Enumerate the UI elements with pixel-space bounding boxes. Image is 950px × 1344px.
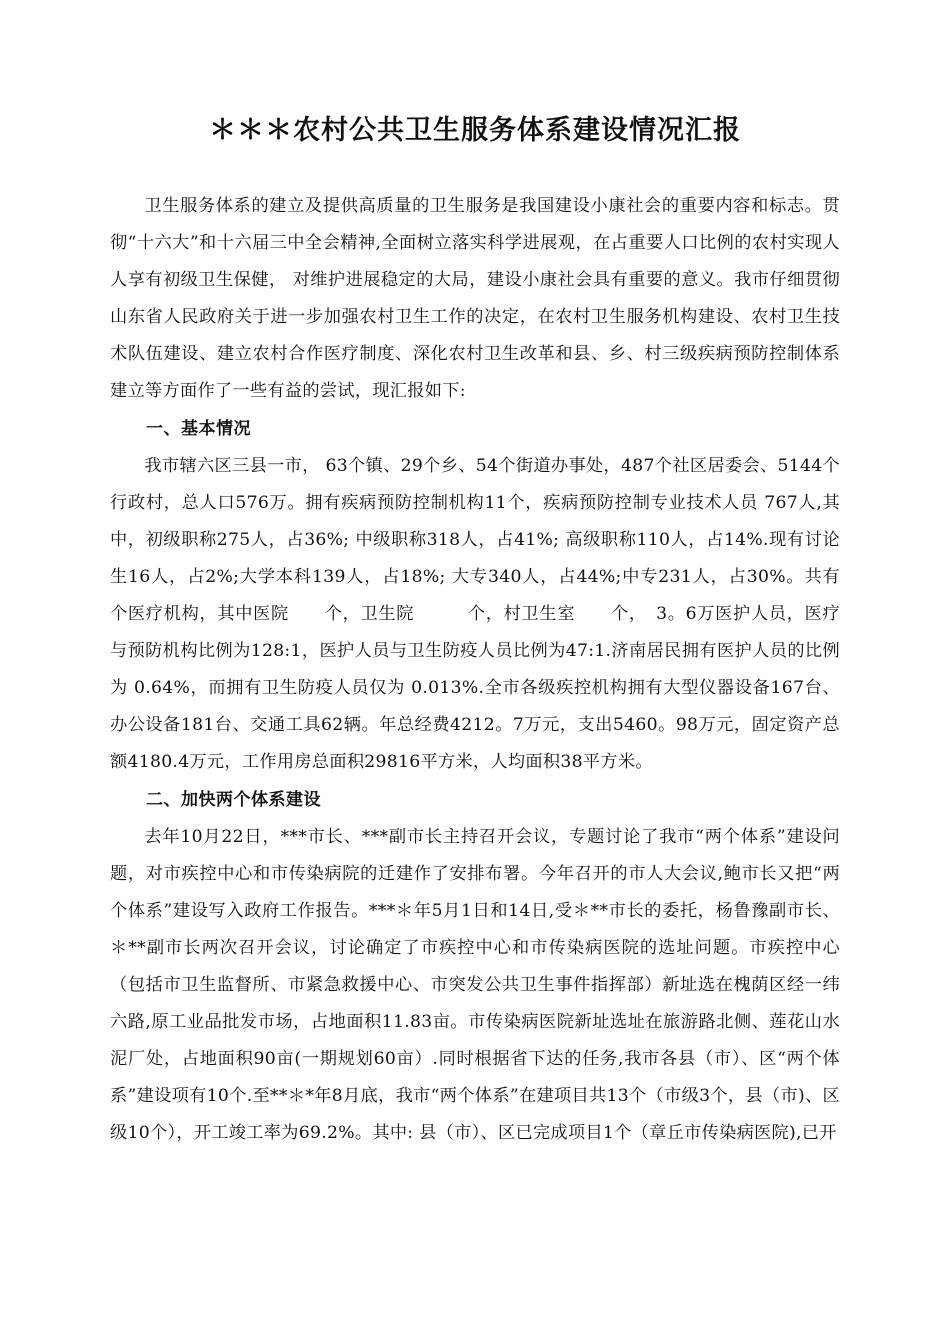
section-heading-two-systems: 二、加快两个体系建设 [146, 789, 321, 810]
document-title: ＊＊＊农村公共卫生服务体系建设情况汇报 [209, 115, 741, 146]
section-body-basic-situation: 我市辖六区三县一市， 63个镇、29个乡、54个街道办事处，487个社区居委会、5144个行政村，总人口576万。拥有疾病预防控制机构11个，疾病预防控制专业技术人员 767人,其中，初级职称275人，占36%; 中级职称318人，占41%; 高级职称110人，占14%.现有讨论生16人，占2%;大学本科139人，占18%; 大专340人，占44%;中专231人，占30%。共有 个医疗机构，其中医院 个，卫生院 个，村卫生室 个， 3。6万医护人员，医疗与预防机构比例为128:1，医护人员与卫生防疫人员比例为47:1.济南居民拥有医护人员的比例为 0.64%，而拥有卫生防疫人员仅为 0.013%.全市各级疾控机构拥有大型仪器设备167台、办公设备181台、交通工具62辆。年总经费4212。7万元，支出5460。98万元，固定资产总额4180.4万元，工作用房总面积29816平方米，人均面积38平方米。 [110, 455, 875, 773]
intro-paragraph: 卫生服务体系的建立及提供高质量的卫生服务是我国建设小康社会的重要内容和标志。贯彻“十六大”和十六届三中全会精神,全面树立落实科学进展观，在占重要人口比例的农村实现人人享有初级卫生保健， 对维护进展稳定的大局，建设小康社会具有重要的意义。我市仔细贯彻山东省人民政府关于进一步加强农村卫生工作的决定，在农村卫生服务机构建设、农村卫生技术队伍建设、建立农村合作医疗制度、深化农村卫生改革和县、乡、村三级疾病预防控制体系建立等方面作了一些有益的尝试，现汇报如下: [110, 196, 840, 402]
section-body-two-systems: 去年10月22日，***市长、***副市长主持召开会议，专题讨论了我市“两个体系”建设问题，对市疾控中心和市传染病院的迁建作了安排布署。今年召开的市人大会议,鲍市长又把“两个体系”建设写入政府工作报告。***＊年5月1日和14日,受＊**市长的委托，杨鲁豫副市长、＊**副市长两次召开会议，讨论确定了市疾控中心和市传染病医院的选址问题。市疾控中心（包括市卫生监督所、市紧急救援中心、市突发公共卫生事件指挥部）新址选在槐荫区经一纬六路,原工业品批发市场，占地面积11.83亩。市传染病医院新址选址在旅游路北侧、莲花山水泥厂处，占地面积90亩(一期规划60亩）.同时根据省下达的任务,我市各县（市）、区“两个体系”建设项有10个.至**＊*年8月底，我市“两个体系”在建项目共13个（市级3个，县（市)、区级10个），开工竣工率为69.2%。其中: 县（市）、区已完成项目1个（章丘市传染病医院),已开 [110, 826, 840, 1144]
document-body [110, 188, 875, 1152]
section-heading-basic-situation: 一、基本情况 [146, 418, 251, 439]
